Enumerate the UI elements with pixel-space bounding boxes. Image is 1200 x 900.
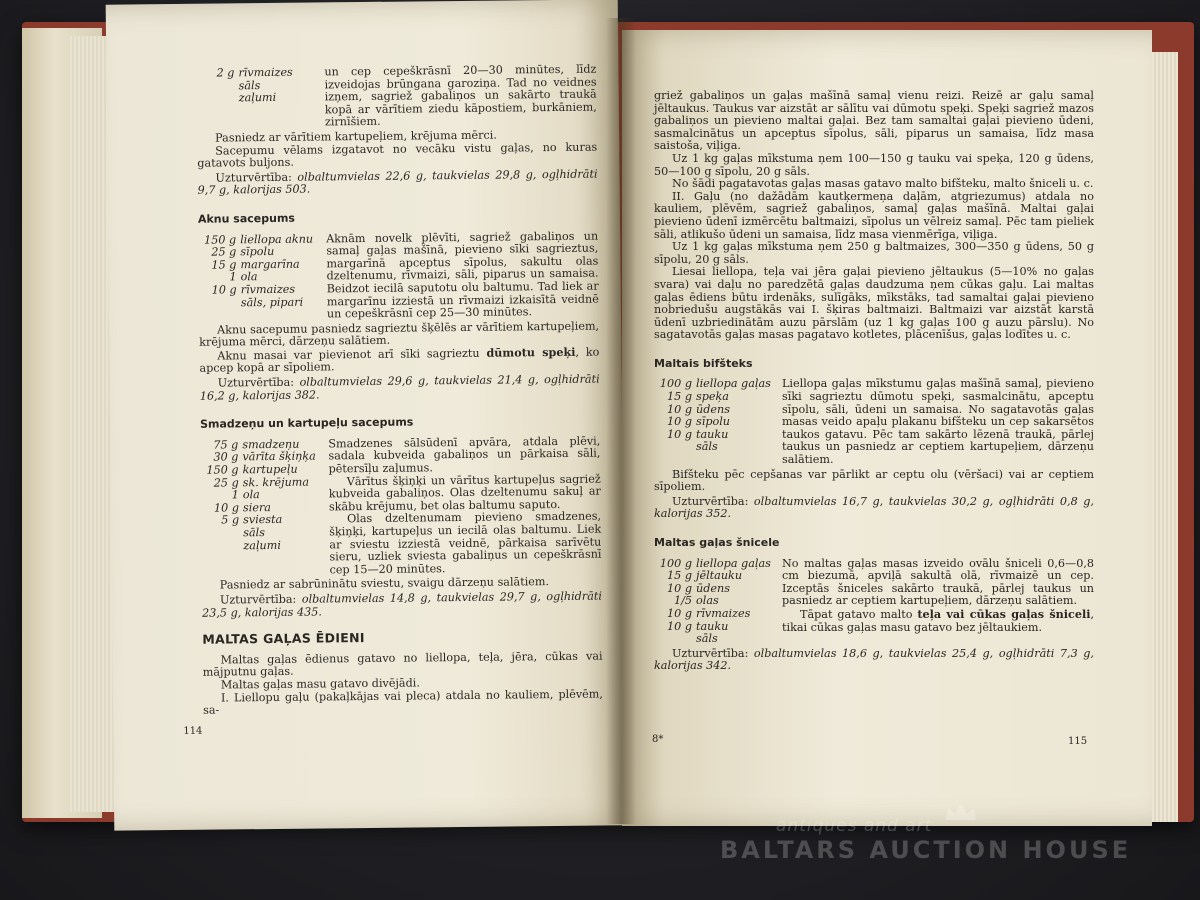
ingredient: 150 g liellopa aknu	[204, 232, 314, 247]
ingredient: 10 g tauku	[667, 427, 729, 441]
recipe-title: Aknu sacepums	[197, 211, 296, 226]
bifsteks-recipe	[654, 378, 1094, 466]
smadzenu-recipe	[200, 435, 601, 578]
recipe-title: Maltas gaļas šnicele	[654, 536, 780, 549]
recipe-note: Tāpat gatavo malto teļa vai cūkas gaļas šniceli, tikai cūkas gaļas masu gatavo bez jēltaukiem.	[782, 606, 1095, 634]
text-paragraph: No šādi pagatavotas gaļas masas gatavo malto bifšteku, malto šniceli u. c.	[672, 177, 1094, 191]
watermark	[720, 812, 1180, 882]
ingredient: 15 g speķa	[667, 390, 729, 404]
recipe-text	[328, 435, 601, 576]
recipe-note: Aknu masai var pievienot arī sīki sagrieztu dūmotu speķi, ko apcep kopā ar sīpoliem.	[199, 344, 600, 376]
ingredient: 150 g kartupeļu	[206, 462, 298, 477]
recipe-note: Sacepumu vēlams izgatavot no vecāku vistu gaļas, no kuras gatavots buljons.	[197, 140, 598, 170]
nutrition-info: Uzturvērtība: olbaltumvielas 14,8 g, taukvielas 29,7 g, ogļhidrāti 23,5 g, kalorijas 435.	[201, 589, 602, 620]
recipe-text	[782, 558, 1094, 646]
right-page-content	[654, 90, 1094, 673]
page-number: 115	[1068, 736, 1088, 747]
text-paragraph: Liesai liellopa, teļa vai jēra gaļai pievieno jēltaukus (5—10% no gaļas svara) vai daļu no paredzētā gaļas daudzuma ņem cūkas gaļu. Lai maltas gaļas ēdiens būtu irdenāks, sulīgāks, mīkstāks, tad samaltai gaļai pievieno nobriedušu augstākās vai I. šķiras baltmaizi. Baltmaizi var aizstāt karstā ūdenī uzbriedinātām auzu pārslām (uz 1 kg gaļas 100 g auzu pārslu). No sagatavotās gaļas masas pagatavo kotletes, plācenīšus, gaļas lodītes u. c.	[654, 265, 1094, 342]
section-title: MALTAS GAĻAS ĒDIENI	[202, 630, 365, 647]
recipe-text: Aknām novelk plēvīti, sagriež gabaliņos un samaļ gaļas mašīnā, pievieno sīki sagrieztus, margarīnā apceptus sīpolus, sakultu olas dzeltenumu, rīvmaizi, sāli, piparus un samaisa. Beidzot iecilā saputotu olu baltumu. Tad liek ar margarīnu izziestā un rīvmaizi izkaisītā veidnē un cepeškrāsnī cep 25—30 minūtes.	[326, 229, 599, 321]
intro-recipe	[196, 64, 597, 131]
ingredient: 10 g sīpolu	[667, 415, 730, 429]
ingredient: 10 g tauku	[667, 619, 729, 633]
nutrition-info: Uzturvērtība: olbaltumvielas 18,6 g, taukvielas 25,4 g, ogļhidrāti 7,3 g, kalorijas 342.	[654, 646, 1094, 673]
ingredient: 15 g jēltauku	[667, 569, 743, 583]
aknu-recipe	[198, 230, 599, 322]
recipe-paragraph: Vārītus šķiņķi un vārītus kartupeļus sagriež kubveida gabaliņos. Olas dzeltenumu sakuļ ar skābu krējumu, bet olas baltumu saputo.	[328, 472, 601, 514]
recipe-serve: Pasniedz ar vārītiem kartupeļiem, krējuma mērci.	[215, 128, 497, 145]
ingredient-list	[196, 67, 315, 131]
ingredient: sāls	[696, 632, 718, 646]
recipe-paragraph: Smadzenes sālsūdenī apvāra, atdala plēvi, sadala kubveida gabaliņos un pārkaisa sāli, pētersīļu zaļumus.	[328, 434, 601, 476]
left-page-content	[196, 64, 603, 718]
nutrition-info: Uzturvērtība: olbaltumvielas 16,7 g, taukvielas 30,2 g, ogļhidrāti 0,8 g, kalorijas 352.	[654, 494, 1094, 521]
ingredient: 10 g ūdens	[667, 402, 730, 416]
ingredient: sāls	[696, 440, 718, 454]
ingredient: 5 g sviesta	[221, 513, 283, 527]
section-paragraph: I. Liellopu gaļu (pakaļkājas vai pleca) atdala no kauliem, plēvēm, sa-	[203, 687, 603, 717]
nutrition-info: Uzturvērtība: olbaltumvielas 22,6 g, taukvielas 29,8 g, ogļhidrāti 9,7 g, kalorijas 503.	[197, 167, 598, 198]
ingredient: sāls	[243, 526, 266, 540]
ingredient: 75 g smadzeņu	[213, 437, 300, 452]
ingredient: 10 g siera	[213, 500, 271, 515]
recipe-serve: Aknu sacepumu pasniedz sagrieztu šķēlēs ar vārītiem kartupeļiem, krējuma mērci, dārzeņu salātiem.	[199, 319, 600, 350]
recipe-text: un cep cepeškrāsnī 20—30 minūtes, līdz izveidojas brūngana garoziņa. Tad no veidnes izņem, sagriež gabaliņos un sakārto traukā kopā ar vārītiem ziedu kāpostiem, burkāniem, zirnīšiem.	[324, 62, 597, 129]
ingredient: 10 g ūdens	[667, 581, 730, 595]
recipe-note: Bifšteku pēc cepšanas var pārlikt ar ceptu olu (vēršaci) vai ar ceptiem sīpoliem.	[654, 467, 1094, 494]
ingredient: 1 ola	[229, 270, 258, 284]
ingredient: sāls	[238, 78, 261, 92]
ingredient-list	[200, 438, 319, 578]
text-paragraph: griež gabaliņos un gaļas mašīnā samaļ vienu reizi. Reizē ar gaļu samaļ jēltaukus. Taukus var aizstāt ar sālītu vai dūmotu speķi. Speķi sagriež mazos gabaliņos un pievieno maltai gaļai. Bez tam samaltai gaļai pievieno ūdeni, sasmalcinātus un apceptus sīpolus, sāli, piparus un samaisa, līdz masa saistoša, viļiga.	[654, 89, 1094, 153]
ingredient-list	[654, 558, 772, 646]
nutrition-info: Uzturvērtība: olbaltumvielas 29,6 g, taukvielas 21,4 g, ogļhidrāti 16,2 g, kalorijas 382.	[199, 372, 600, 403]
left-page	[106, 0, 627, 831]
recipe-title: Maltais bifšteks	[654, 356, 753, 370]
section-paragraph: Maltas gaļas masu gatavo divējādi.	[220, 676, 420, 692]
section-paragraph: Maltas gaļas ēdienus gatavo no liellopa, teļa, jēra, cūkas vai mājputnu gaļas.	[202, 649, 603, 680]
recipe-text: Liellopa gaļas mīkstumu gaļas mašīnā samaļ, pievieno sīki sagrieztu dūmotu speķi, sasmalcinātu, apceptu sīpolu, sāli, ūdeni un samaisa. No sagatavotās gaļas masas veido apaļu plakanu bifšteku un cep sakarsētos taukos gatavu. Pēc tam sakārto lēzenā traukā, pārlej taukus un pasniedz ar ceptiem kartupeļiem, dārzeņu salātiem.	[782, 377, 1094, 467]
watermark-tagline: antiques and art	[776, 816, 933, 836]
book-gutter	[606, 18, 636, 824]
signature-mark: 8*	[652, 734, 664, 745]
recipe-paragraph: No maltas gaļas masas izveido ovālu šniceli 0,6—0,8 cm biezumā, apviļā sakultā olā, rīvmaizē un cep. Izceptās šniceles sakārto traukā, pārlej taukus un pasniedz ar ceptiem kartupeļiem, dārzeņu salātiem.	[782, 556, 1094, 608]
ingredient-list	[198, 233, 317, 322]
ingredient: 25 g sīpolu	[211, 245, 275, 259]
recipe-serve: Pasniedz ar sabrūninātu sviestu, svaigu dārzeņu salātiem.	[219, 575, 550, 592]
ingredient: zaļumi	[238, 91, 277, 105]
watermark-brand: BALTARS AUCTION HOUSE	[720, 836, 1132, 864]
ingredient: 30 g vārīta šķiņķa	[213, 449, 316, 465]
page-number: 114	[183, 725, 203, 737]
recipe-title: Smadzeņu un kartupeļu sacepums	[200, 415, 414, 431]
ingredient: 100 g liellopa gaļas	[659, 377, 771, 391]
ingredient: 25 g sk. krējuma	[213, 475, 310, 490]
snicele-recipe	[654, 558, 1094, 646]
crown-icon	[944, 802, 978, 822]
ingredient: 2 g rīvmaizes	[216, 65, 293, 80]
page-block-right	[1148, 52, 1178, 822]
ingredient: 1 ola	[231, 488, 260, 502]
ingredient-list	[654, 378, 772, 466]
ingredient: 1/5 olas	[673, 594, 719, 608]
ingredient: 15 g margarīna	[211, 257, 300, 272]
ingredient: zaļumi	[243, 538, 281, 552]
ingredient: sāls, pipari	[240, 295, 304, 309]
text-paragraph: Uz 1 kg gaļas mīkstuma ņem 100—150 g tauku vai speķa, 120 g ūdens, 50—100 g sīpolu, 20 g sāls.	[654, 151, 1094, 178]
text-paragraph: II. Gaļu (no dažādām kautķermeņa daļām, atgriezumus) atdala no kauliem, plēvēm, sagriež gabaliņos, samaļ gaļas mašīnā. Maltai gaļai pievieno ūdenī izmērcētu baltmaizi, sīpolus un vēlreiz samaļ. Pēc tam pieliek sāli, atlikušo ūdeni un samaisa, līdz masa vienmērīga, viļiga.	[654, 189, 1094, 241]
ingredient: 10 g rīvmaizes	[211, 282, 296, 297]
ingredient: 10 g rīvmaizes	[667, 606, 751, 620]
text-paragraph: Uz 1 kg gaļas mīkstuma ņem 250 g baltmaizes, 300—350 g ūdens, 50 g sīpolu, 20 g sāls.	[654, 240, 1094, 266]
recipe-paragraph: Olas dzeltenumam pievieno smadzenes, šķiņķi, kartupeļus un iecilā olas baltumu. Liek ar sviestu izziestā veidnē, pārkaisa sarīvētu sieru, uzliek sviesta gabaliņus un cepeškrāsnī cep 15—20 minūtes.	[329, 509, 602, 577]
ingredient: 100 g liellopa gaļas	[659, 556, 771, 570]
right-page	[622, 30, 1152, 826]
